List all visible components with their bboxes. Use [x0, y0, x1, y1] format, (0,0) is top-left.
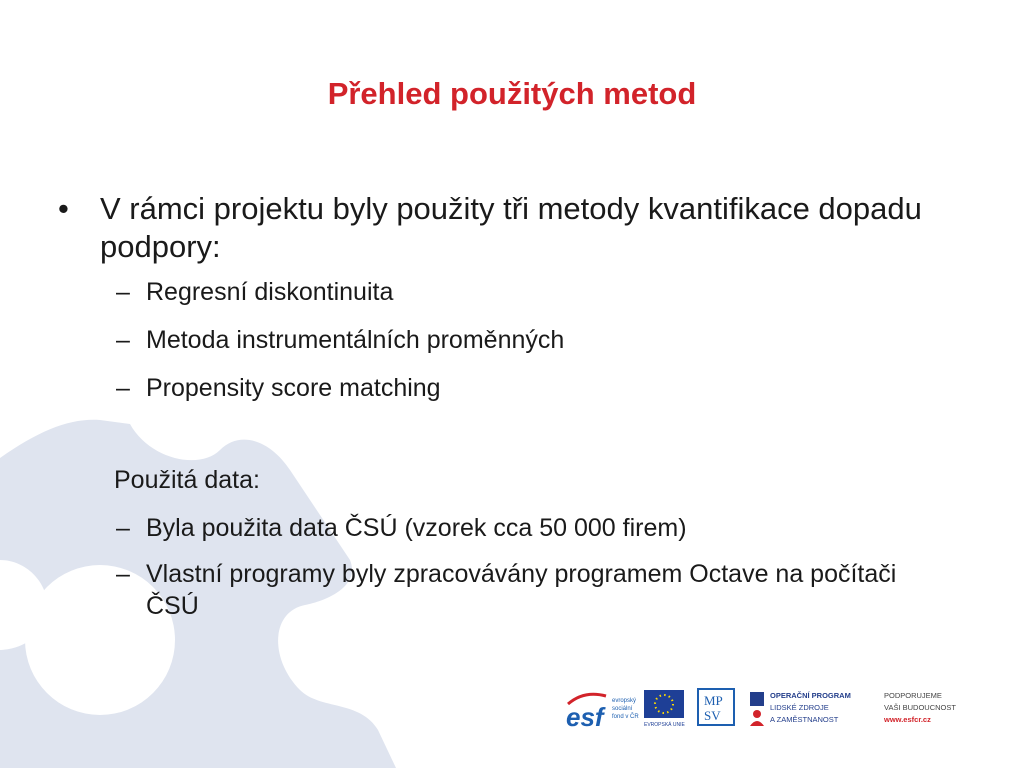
slide-title: Přehled použitých metod [327, 76, 697, 111]
op-text-line: A ZAMĚSTNANOST [770, 715, 839, 724]
bullet-icon: • [58, 191, 69, 226]
op-lzz-logo [750, 691, 851, 726]
mpsv-text-line: SV [704, 708, 721, 723]
support-block [883, 691, 956, 724]
esf-logo [566, 694, 639, 732]
method-item-text: Metoda instrumentálních proměnných [146, 326, 565, 354]
support-text-line: PODPORUJEME [884, 691, 942, 700]
footer-logos [564, 686, 984, 734]
op-text-line: OPERAČNÍ PROGRAM [770, 691, 851, 700]
eu-caption: EVROPSKÁ UNIE [644, 722, 685, 728]
support-url: www.esfcr.cz [884, 715, 931, 724]
data-section-label: Použitá data: [114, 466, 260, 494]
esf-caption-line: evropský [612, 698, 637, 704]
method-item-text: Propensity score matching [146, 374, 441, 402]
op-text-line: LIDSKÉ ZDROJE [770, 703, 829, 712]
mpsv-logo [698, 689, 734, 725]
op-figure-body-shape [750, 721, 764, 726]
method-item [58, 324, 938, 356]
esf-logo-text: esf [566, 702, 604, 732]
data-item-text: Byla použita data ČSÚ (vzorek cca 50 000 firem) [146, 514, 687, 542]
eu-flag-shape [644, 690, 684, 718]
data-item [58, 512, 938, 544]
op-square-shape [750, 692, 764, 706]
dash-icon: – [116, 326, 130, 354]
op-figure-head-shape [753, 710, 761, 718]
support-text-line: VAŠI BUDOUCNOST [884, 703, 956, 712]
eu-flag-logo [644, 690, 686, 728]
method-item [58, 372, 938, 404]
slide-content [58, 190, 938, 622]
dash-icon: – [116, 560, 130, 588]
dash-icon: – [116, 514, 130, 542]
mpsv-text-line: MP [704, 693, 723, 708]
method-item-text: Regresní diskontinuita [146, 278, 394, 306]
data-item-text: Vlastní programy byly zpracovávány programem Octave na počítači ČSÚ [146, 560, 897, 620]
esf-caption-line: fond v ČR [612, 714, 639, 720]
footer-logo-strip [564, 686, 984, 734]
method-item [58, 276, 938, 308]
data-item [58, 558, 906, 622]
main-bullet [58, 190, 938, 266]
dash-icon: – [116, 278, 130, 306]
dash-icon: – [116, 374, 130, 402]
esf-caption-line: sociální [612, 706, 633, 712]
main-bullet-text: V rámci projektu byly použity tři metody kvantifikace dopadu podpory: [100, 191, 922, 264]
